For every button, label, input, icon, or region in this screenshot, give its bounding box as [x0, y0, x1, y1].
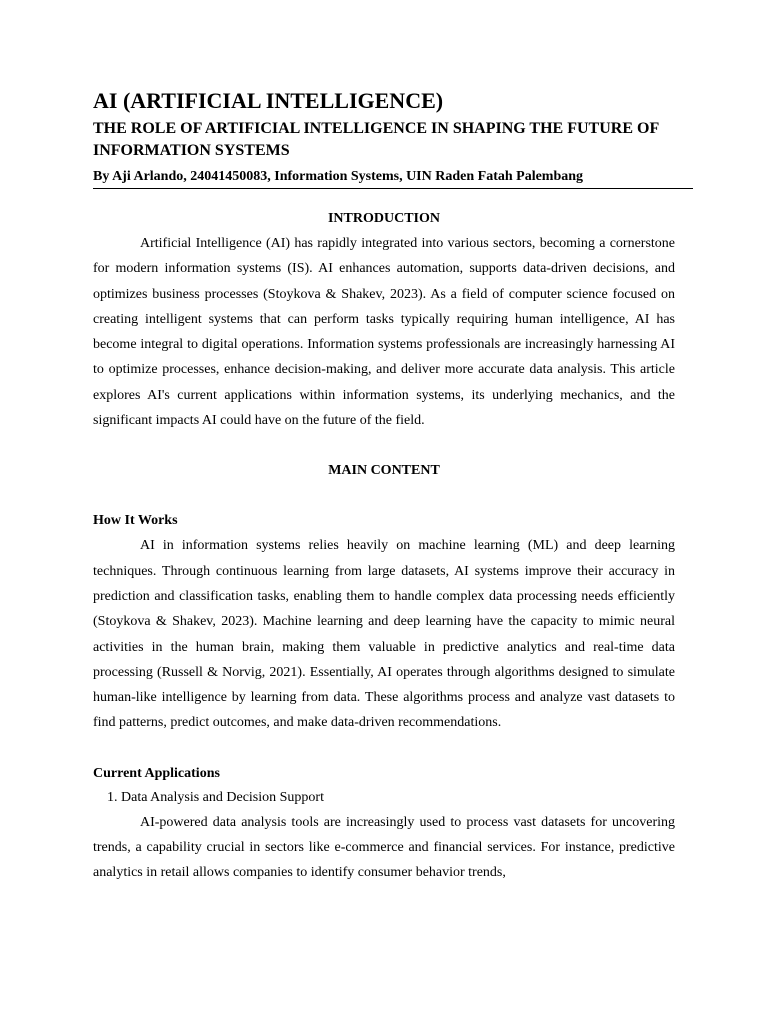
main-content-heading: MAIN CONTENT [328, 463, 440, 479]
data-analysis-paragraph: AI-powered data analysis tools are increasingly used to process vast datasets for uncovering trends, a capability crucial in sectors like e-commerce and financial services. For instance, predictive analytics in retail allows companies to identify consumer behavior trends, [93, 814, 675, 881]
list-item-data-analysis: 1. Data Analysis and Decision Support [107, 789, 324, 805]
document-subtitle: THE ROLE OF ARTIFICIAL INTELLIGENCE IN SHAPING THE FUTURE OF INFORMATION SYSTEMS [93, 120, 659, 159]
document-title: AI (ARTIFICIAL INTELLIGENCE) [93, 88, 444, 113]
author-byline: By Aji Arlando, 24041450083, Information Systems, UIN Raden Fatah Palembang [93, 168, 693, 189]
how-it-works-paragraph: AI in information systems relies heavily on machine learning (ML) and deep learning techniques. Through continuous learning from large datasets, AI systems improve their accuracy in prediction and classification tasks, enabling them to handle complex data processing needs efficiently (Stoykova & Shakev, 2023). Machine learning and deep learning have the capacity to mimic neural activities in the human brain, making them valuable in predictive analytics and real-time data processing (Russell & Norvig, 2021). Essentially, AI operates through algorithms designed to simulate human-like intelligence by learning from data. These algorithms process and analyze vast datasets to find patterns, predict outcomes, and make data-driven recommendations. [93, 538, 675, 731]
introduction-heading: INTRODUCTION [327, 211, 440, 226]
introduction-paragraph: Artificial Intelligence (AI) has rapidly integrated into various sectors, becoming a cornerstone for modern information systems (IS). AI enhances automation, supports data-driven decisions, and optimizes business processes (Stoykova & Shakev, 2023). As a field of computer science focused on creating intelligent systems that can perform tasks typically requiring human intelligence, AI has become integral to digital operations. Information systems professionals are increasingly harnessing AI to optimize processes, enhance decision-making, and deliver more accurate data analysis. This article explores AI's current applications within information systems, its underlying mechanics, and the significant impacts AI could have on the future of the field. [93, 236, 675, 429]
current-applications-heading: Current Applications [93, 765, 220, 781]
document-body [93, 88, 675, 886]
how-it-works-heading: How It Works [93, 513, 178, 529]
